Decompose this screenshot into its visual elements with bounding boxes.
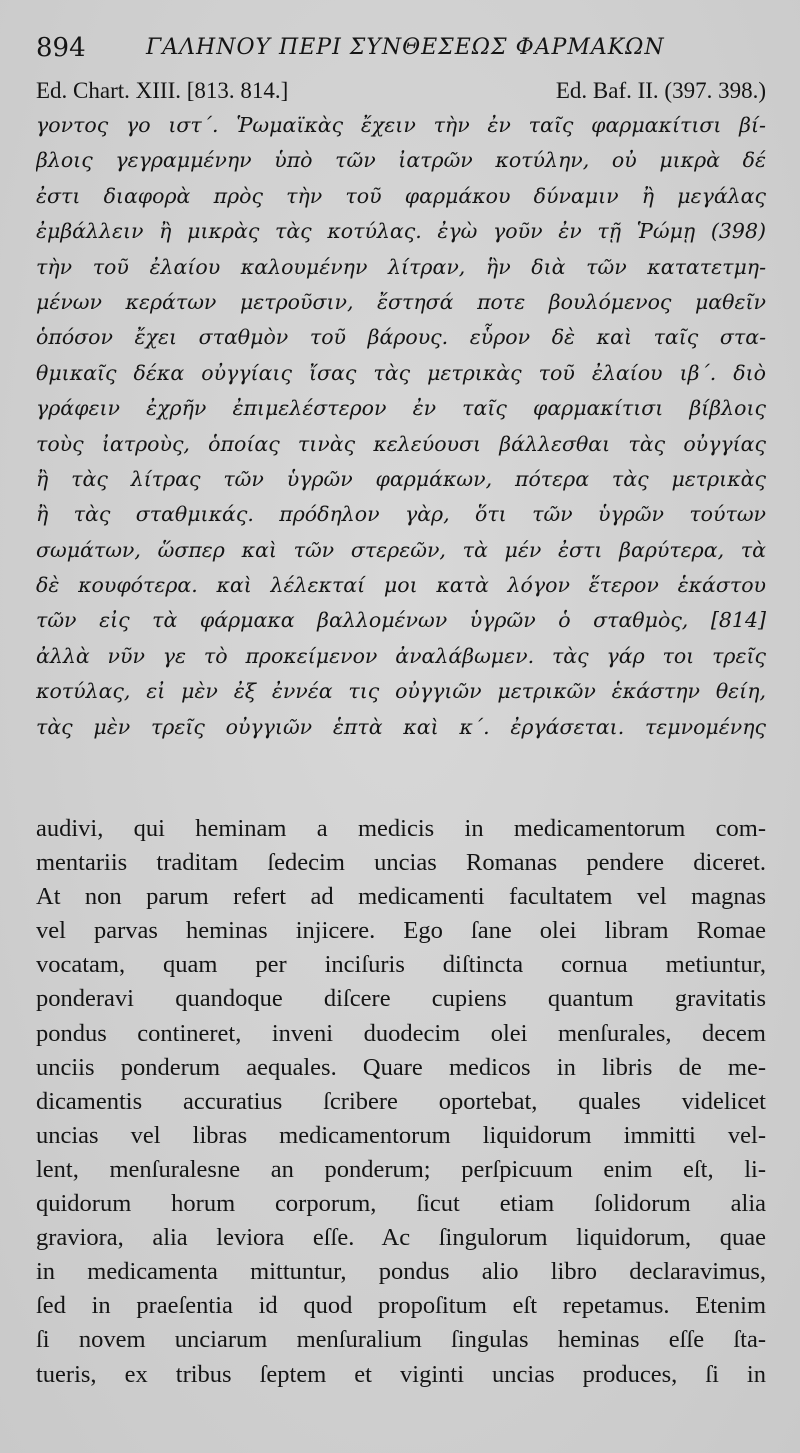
- greek-text-line: τὴν τοῦ ἐλαίου καλουμένην λίτραν, ἣν διὰ τῶν κατατετμη-: [36, 254, 766, 279]
- latin-text-block: [36, 812, 766, 1392]
- edition-reference-basel: Ed. Baf. II. (397. 398.): [555, 78, 766, 103]
- latin-text-line: quidorum horum corporum, ſicut etiam ſolidorum alia: [36, 1190, 766, 1218]
- latin-text-line: dicamentis accuratius ſcribere oportebat, quales videlicet: [36, 1087, 766, 1115]
- greek-text-line: ὁπόσον ἔχει σταθμὸν τοῦ βάρους. εὗρον δὲ καὶ ταῖς στα-: [36, 325, 766, 350]
- greek-text-line: ἢ τὰς λίτρας τῶν ὑγρῶν φαρμάκων, πότερα τὰς μετρικὰς: [36, 466, 766, 491]
- greek-text-line: ἀλλὰ νῦν γε τὸ προκείμενον ἀναλάβωμεν. τὰς γάρ τοι τρεῖς: [36, 643, 766, 668]
- latin-text-line: unciis ponderum aequales. Quare medicos in libris de me-: [36, 1053, 766, 1081]
- greek-text-line: μένων κεράτων μετροῦσιν, ἔστησά ποτε βουλόμενος μαθεῖν: [36, 289, 766, 314]
- latin-text-line: tueris, ex tribus ſeptem et viginti uncias produces, ſi in: [36, 1360, 766, 1388]
- running-head: [36, 30, 766, 66]
- greek-text-line: θμικαῖς δέκα οὐγγίαις ἴσας τὰς μετρικὰς τοῦ ἐλαίου ιβ΄. διὸ: [36, 360, 766, 385]
- greek-text-line: τὰς μὲν τρεῖς οὐγγιῶν ἑπτὰ καὶ κ΄. ἐργάσεται. τεμνομένης: [36, 714, 766, 739]
- latin-text-line: ponderavi quandoque diſcere cupiens quantum gravitatis: [36, 985, 766, 1013]
- greek-text-line: τοὺς ἰατροὺς, ὁποίας τινὰς κελεύουσι βάλλεσθαι τὰς οὐγγίας: [36, 431, 766, 456]
- greek-text-line: δὲ κουφότερα. καὶ λέλεκταί μοι κατὰ λόγον ἕτερον ἑκάστου: [36, 573, 766, 598]
- latin-text-line: pondus contineret, inveni duodecim olei menſurales, decem: [36, 1019, 766, 1047]
- greek-text-line: τῶν εἰς τὰ φάρμακα βαλλομένων ὑγρῶν ὁ σταθμὸς, [814]: [36, 608, 766, 633]
- edition-reference-chartier: Ed. Chart. XIII. [813. 814.]: [36, 78, 289, 103]
- greek-text-line: σωμάτων, ὥσπερ καὶ τῶν στερεῶν, τὰ μέν ἐστι βαρύτερα, τὰ: [36, 537, 766, 562]
- greek-text-line: ἐμβάλλειν ἢ μικρὰς τὰς κοτύλας. ἐγὼ γοῦν ἐν τῇ Ῥώμῃ (398): [36, 219, 766, 244]
- greek-text-line: ἐστι διαφορὰ πρὸς τὴν τοῦ φαρμάκου δύναμιν ἢ μεγάλας: [36, 183, 766, 208]
- latin-text-line: in medicamenta mittuntur, pondus alio libro declaravimus,: [36, 1258, 766, 1286]
- latin-text-line: mentariis traditam ſedecim uncias Romanas pendere diceret.: [36, 849, 766, 877]
- latin-text-line: At non parum refert ad medicamenti facultatem vel magnas: [36, 883, 766, 911]
- page-number: 894: [36, 33, 86, 63]
- greek-text-line: ἢ τὰς σταθμικάς. πρόδηλον γὰρ, ὅτι τῶν ὑγρῶν τούτων: [36, 502, 766, 527]
- greek-text-line: γοντος γο ιστ΄. Ῥωμαϊκὰς ἔχειν τὴν ἐν ταῖς φαρμακίτισι βί-: [36, 113, 766, 137]
- edition-reference-line: [36, 76, 766, 106]
- latin-text-line: ſi novem unciarum menſuralium ſingulas heminas eſſe ſta-: [36, 1326, 766, 1354]
- latin-text-line: graviora, alia leviora eſſe. Ac ſingulorum liquidorum, quae: [36, 1224, 766, 1252]
- greek-text-line: βλοις γεγραμμένην ὑπὸ τῶν ἰατρῶν κοτύλην, οὐ μικρὰ δέ: [36, 148, 766, 173]
- running-head-title: ΓΑΛΗΝΟΥ ΠΕΡΙ ΣΥΝΘΕΣΕΩΣ ΦΑΡΜΑΚΩΝ: [146, 35, 665, 60]
- greek-text-line: κοτύλας, εἰ μὲν ἐξ ἐννέα τις οὐγγιῶν μετρικῶν ἑκάστην θείη,: [36, 679, 766, 704]
- latin-text-line: lent, menſuralesne an ponderum; perſpicuum enim eſt, li-: [36, 1155, 766, 1183]
- greek-text-block: [36, 108, 766, 745]
- latin-text-line: uncias vel libras medicamentorum liquidorum immitti vel-: [36, 1121, 766, 1149]
- latin-text-line: audivi, qui heminam a medicis in medicamentorum com-: [36, 815, 766, 842]
- latin-text-line: ſed in praeſentia id quod propoſitum eſt repetamus. Etenim: [36, 1292, 766, 1320]
- latin-text-line: vocatam, quam per inciſuris diſtincta cornua metiuntur,: [36, 951, 766, 979]
- greek-text-line: γράφειν ἐχρῆν ἐπιμελέστερον ἐν ταῖς φαρμακίτισι βίβλοις: [36, 396, 766, 421]
- latin-text-line: vel parvas heminas injicere. Ego ſane olei libram Romae: [36, 917, 766, 945]
